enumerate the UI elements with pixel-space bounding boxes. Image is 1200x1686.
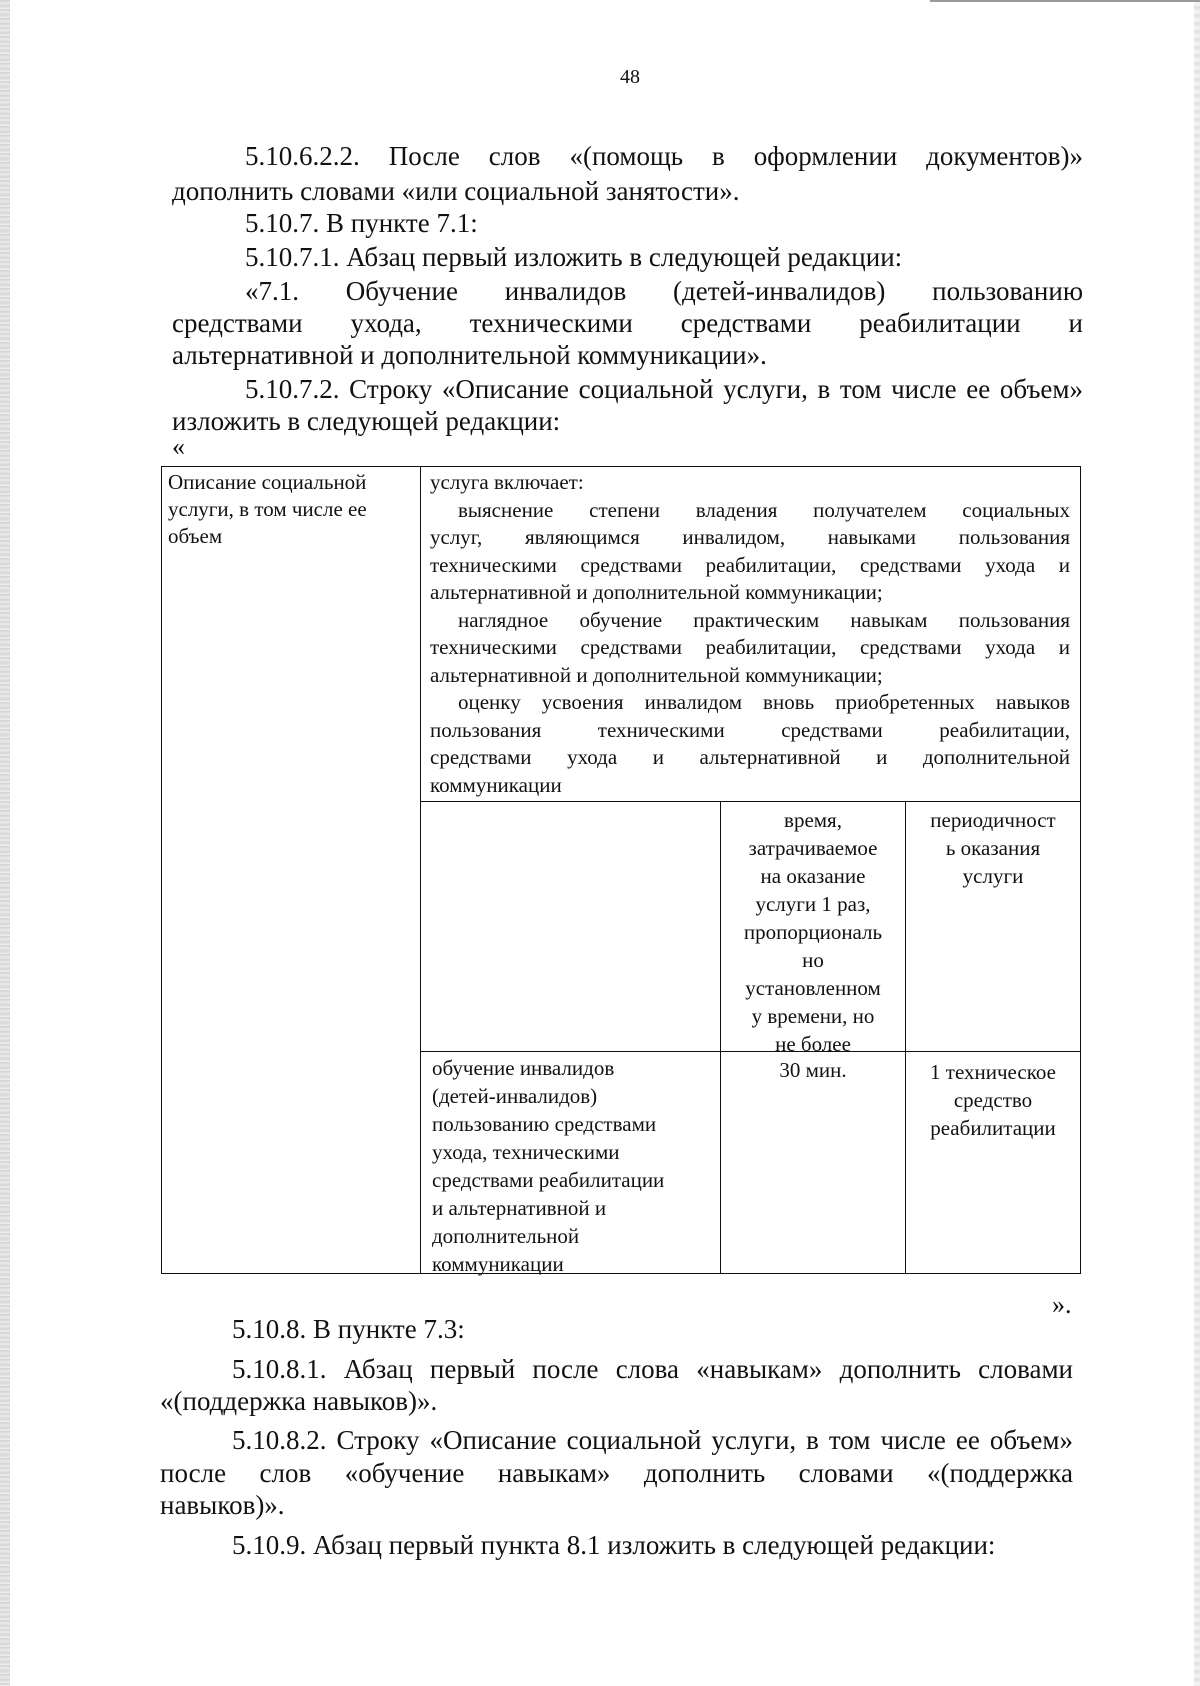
intro-line: техническими средствами реабилитации, средствами ухода и <box>430 635 1070 659</box>
scan-edge-right <box>1194 0 1200 1686</box>
service-name-line: средствами реабилитации <box>432 1168 665 1192</box>
service-includes-cell <box>421 467 1080 802</box>
paragraph-5-10-7: 5.10.7. В пункте 7.1: <box>245 208 478 238</box>
empty-header-cell <box>421 802 721 1052</box>
paragraph-5-10-8-1-line1: 5.10.8.1. Абзац первый после слова «навыкам» дополнить словами <box>232 1354 1073 1384</box>
intro-line: наглядное обучение практическим навыкам пользования <box>458 607 1070 632</box>
closing-quote-mark: ». <box>1052 1290 1072 1319</box>
row-header-line: Описание социальной <box>168 470 367 494</box>
intro-line: коммуникации <box>430 772 562 797</box>
intro-line: средствами ухода и альтернативной и дополнительной <box>430 745 1070 769</box>
intro-line: альтернативной и дополнительной коммуникации; <box>430 662 883 687</box>
service-name-line: (детей-инвалидов) <box>432 1084 598 1108</box>
time-header-cell <box>721 802 906 1056</box>
periodicity-header-cell <box>906 802 1080 1052</box>
time-header-line: не более <box>775 1032 851 1056</box>
row-header-cell <box>162 467 421 1273</box>
time-header-line: у времени, но <box>751 1004 875 1028</box>
quote-7-1-line2: средствами ухода, техническими средствами реабилитации и <box>172 308 1083 338</box>
paragraph-5-10-7-2-line1: 5.10.7.2. Строку «Описание социальной услуги, в том числе ее объем» <box>245 374 1083 404</box>
service-name-line: ухода, техническими <box>432 1140 620 1164</box>
service-description-table <box>161 466 1081 1274</box>
time-header-line: услуги 1 раз, <box>755 892 871 916</box>
time-header-line: установленном <box>745 976 881 1000</box>
paragraph-5-10-8-2-line2: после слов «обучение навыкам» дополнить словами «(поддержка <box>160 1458 1073 1488</box>
service-name-line: коммуникации <box>432 1252 564 1276</box>
intro-line: оценку усвоения инвалидом вновь приобретенных навыков <box>458 690 1070 714</box>
periodicity-value-line: средство <box>953 1088 1033 1112</box>
time-header-line: пропорциональ <box>743 920 883 944</box>
scan-edge-left <box>0 0 10 1686</box>
paragraph-5-10-6-2-2-line2: дополнить словами «или социальной занятости». <box>172 176 740 206</box>
paragraph-5-10-8-1-line2: «(поддержка навыков)». <box>160 1386 438 1416</box>
service-name-line: обучение инвалидов <box>432 1056 615 1080</box>
periodicity-value-line: реабилитации <box>930 1116 1056 1140</box>
periodicity-header-line: периодичност <box>930 808 1056 832</box>
paragraph-5-10-8-2-line3: навыков)». <box>160 1490 285 1520</box>
time-value-cell <box>721 1052 906 1273</box>
periodicity-value-cell <box>906 1052 1080 1273</box>
time-header-line: на оказание <box>760 864 866 888</box>
periodicity-header-line: услуги <box>962 864 1024 888</box>
intro-line: выяснение степени владения получателем социальных <box>458 497 1070 522</box>
time-header-line: время, <box>784 808 842 832</box>
quote-7-1-line1: «7.1. Обучение инвалидов (детей-инвалидов) пользованию <box>245 276 1083 306</box>
paragraph-5-10-8-2-line1: 5.10.8.2. Строку «Описание социальной услуги, в том числе ее объем» <box>232 1425 1073 1455</box>
page-number: 48 <box>620 66 640 88</box>
service-name-line: и альтернативной и <box>432 1196 607 1220</box>
paragraph-5-10-6-2-2-line1: 5.10.6.2.2. После слов «(помощь в оформлении документов)» <box>245 141 1083 171</box>
paragraph-5-10-9: 5.10.9. Абзац первый пункта 8.1 изложить в следующей редакции: <box>232 1530 996 1560</box>
time-header-line: но <box>802 948 824 972</box>
intro-line: альтернативной и дополнительной коммуникации; <box>430 580 883 604</box>
scan-top-line <box>930 0 1200 2</box>
service-name-cell <box>421 1052 721 1276</box>
intro-line: пользования техническими средствами реабилитации, <box>430 717 1070 742</box>
row-header-line: объем <box>168 524 223 548</box>
quote-7-1-line3: альтернативной и дополнительной коммуникации». <box>172 340 767 370</box>
time-value: 30 мин. <box>779 1058 847 1082</box>
paragraph-5-10-7-1: 5.10.7.1. Абзац первый изложить в следующей редакции: <box>245 242 903 272</box>
paragraph-5-10-8: 5.10.8. В пункте 7.3: <box>232 1314 465 1344</box>
intro-line: услуг, являющимся инвалидом, навыками пользования <box>430 525 1070 549</box>
paragraph-5-10-7-2-line2: изложить в следующей редакции: <box>172 406 561 436</box>
service-name-line: дополнительной <box>432 1224 580 1248</box>
periodicity-value-line: 1 техническое <box>930 1060 1056 1084</box>
opening-quote-mark: « <box>172 432 185 461</box>
intro-line: услуга включает: <box>430 470 584 494</box>
time-header-line: затрачиваемое <box>748 836 878 860</box>
row-header-line: услуги, в том числе ее <box>168 497 367 521</box>
intro-line: техническими средствами реабилитации, средствами ухода и <box>430 552 1070 577</box>
periodicity-header-line: ь оказания <box>945 836 1041 860</box>
service-name-line: пользованию средствами <box>432 1112 657 1136</box>
